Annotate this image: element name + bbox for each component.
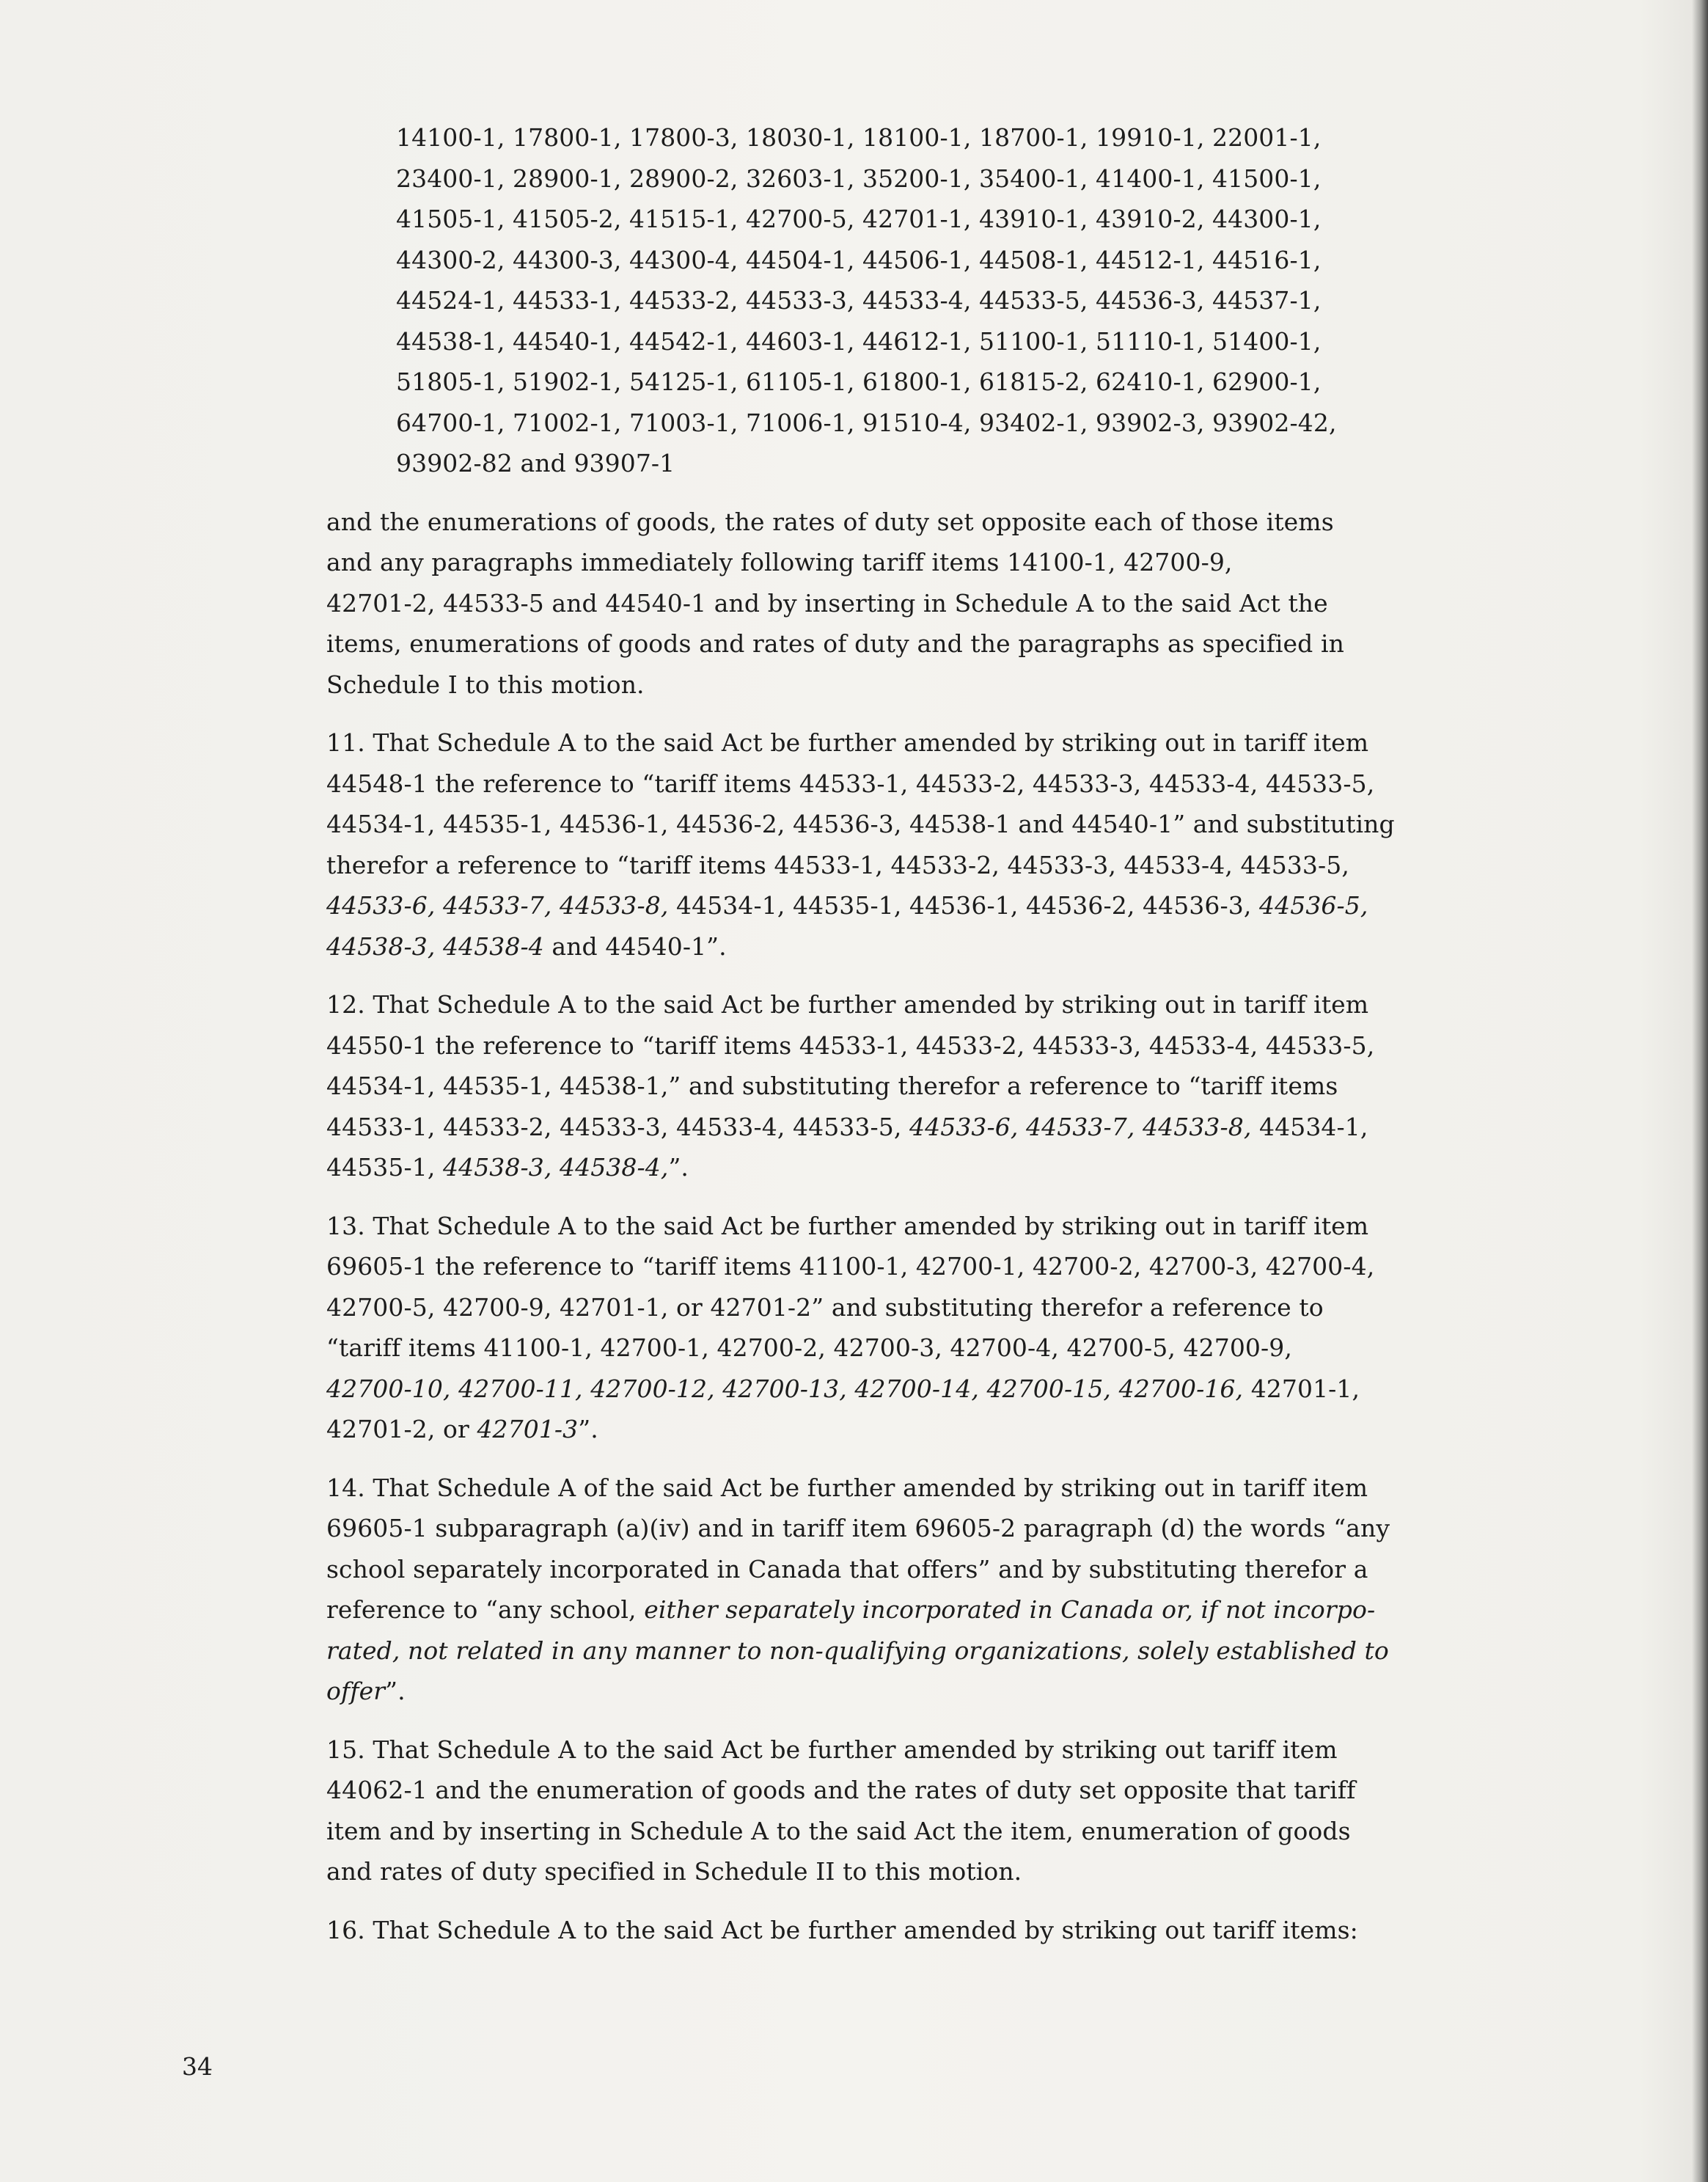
motion-paragraph <box>326 1468 1500 1712</box>
text-run: 69605-1 subparagraph (a)(iv) and in tariff item 69605-2 paragraph (d) the words “any <box>326 1514 1390 1542</box>
tariff-list-line: 44524-1, 44533-1, 44533-2, 44533-3, 44533-4, 44533-5, 44536-3, 44537-1, <box>396 286 1322 315</box>
paragraph-line <box>326 1589 1500 1630</box>
paragraph-line <box>326 1025 1500 1066</box>
paragraph-line <box>326 1770 1500 1811</box>
paragraph-line <box>326 1328 1500 1369</box>
text-run: 44062-1 and the enumeration of goods and the rates of duty set opposite that tariff <box>326 1776 1356 1804</box>
paragraph-line <box>326 1468 1500 1509</box>
paragraph-line <box>326 1206 1500 1247</box>
italic-text: 42700-10, 42700-11, 42700-12, 42700-13, 42700-14, 42700-15, 42700-16, <box>326 1374 1244 1403</box>
text-run: and the enumerations of goods, the rates of duty set opposite each of those items <box>326 507 1334 536</box>
tariff-list-line: 41505-1, 41505-2, 41515-1, 42700-5, 42701-1, 43910-1, 43910-2, 44300-1, <box>396 205 1322 233</box>
text-run: 12. That Schedule A to the said Act be further amended by striking out in tariff item <box>326 990 1369 1019</box>
italic-text: 44536-5, <box>1259 891 1368 920</box>
italic-text: 44533-6, 44533-7, 44533-8, <box>909 1112 1252 1141</box>
paragraph-line <box>326 1549 1500 1590</box>
italic-text: offer <box>326 1677 386 1705</box>
paragraph-line <box>326 1910 1500 1951</box>
motion-paragraph <box>326 1910 1500 1951</box>
text-run: Schedule I to this motion. <box>326 670 645 699</box>
text-run: 44535-1, <box>326 1153 444 1182</box>
motion-paragraph <box>326 502 1500 706</box>
paragraph-line <box>326 926 1500 967</box>
page-number: 34 <box>182 2052 213 2081</box>
paragraph-line <box>326 623 1500 665</box>
text-run: 44534-1, 44535-1, 44538-1,” and substituting therefor a reference to “tariff items <box>326 1072 1338 1100</box>
italic-text: 44538-3, 44538-4, <box>443 1153 669 1182</box>
text-run: 44534-1, 44535-1, 44536-1, 44536-2, 44536-3, 44538-1 and 44540-1” and substituting <box>326 810 1395 838</box>
motion-paragraph <box>326 722 1500 967</box>
motion-paragraphs <box>326 502 1500 1951</box>
text-run: 14. That Schedule A of the said Act be further amended by striking out in tariff item <box>326 1473 1368 1502</box>
paragraph-line <box>326 665 1500 706</box>
text-run: 42700-5, 42700-9, 42701-1, or 42701-2” and substituting therefor a reference to <box>326 1292 1324 1322</box>
text-run: 11. That Schedule A to the said Act be further amended by striking out in tariff item <box>326 728 1369 757</box>
paragraph-line <box>326 502 1500 543</box>
tariff-list-line: 14100-1, 17800-1, 17800-3, 18030-1, 18100-1, 18700-1, 19910-1, 22001-1, <box>396 123 1322 152</box>
paragraph-line <box>326 845 1500 886</box>
paragraph-line <box>326 1246 1500 1287</box>
tariff-list-line: 23400-1, 28900-1, 28900-2, 32603-1, 35200-1, 35400-1, 41400-1, 41500-1, <box>396 164 1322 193</box>
text-run: 69605-1 the reference to “tariff items 41100-1, 42700-1, 42700-2, 42700-3, 42700-4, <box>326 1252 1375 1281</box>
text-run: item and by inserting in Schedule A to the said Act the item, enumeration of goods <box>326 1816 1351 1845</box>
tariff-list-line: 51805-1, 51902-1, 54125-1, 61105-1, 61800-1, 61815-2, 62410-1, 62900-1, <box>396 367 1322 396</box>
text-run: 15. That Schedule A to the said Act be further amended by striking out tariff item <box>326 1735 1338 1764</box>
paragraph-line <box>326 722 1500 764</box>
text-run: “tariff items 41100-1, 42700-1, 42700-2, 42700-3, 42700-4, 42700-5, 42700-9, <box>326 1333 1292 1362</box>
tariff-list-line: 93902-82 and 93907-1 <box>396 449 675 477</box>
paragraph-line <box>326 764 1500 805</box>
paragraph-line <box>326 1107 1500 1148</box>
tariff-list-line: 64700-1, 71002-1, 71003-1, 71006-1, 91510-4, 93402-1, 93902-3, 93902-42, <box>396 408 1337 437</box>
paragraph-line <box>326 1851 1500 1892</box>
paragraph-line <box>326 1729 1500 1771</box>
text-run: and rates of duty specified in Schedule II to this motion. <box>326 1857 1022 1886</box>
paragraph-line <box>326 984 1500 1025</box>
italic-text: 44533-6, 44533-7, 44533-8, <box>326 891 669 920</box>
text-run: 44548-1 the reference to “tariff items 44533-1, 44533-2, 44533-3, 44533-4, 44533-5, <box>326 769 1375 798</box>
text-run: ”. <box>385 1677 406 1705</box>
paragraph-line <box>326 1508 1500 1549</box>
page-content <box>326 117 1500 1950</box>
text-run: 16. That Schedule A to the said Act be further amended by striking out tariff items: <box>326 1915 1358 1944</box>
text-run: therefor a reference to “tariff items 44533-1, 44533-2, 44533-3, 44533-4, 44533-5, <box>326 850 1349 879</box>
paragraph-line <box>326 583 1500 624</box>
text-run: school separately incorporated in Canada that offers” and by substituting therefor a <box>326 1554 1368 1584</box>
tariff-list-line: 44538-1, 44540-1, 44542-1, 44603-1, 44612-1, 51100-1, 51110-1, 51400-1, <box>396 326 1322 356</box>
motion-paragraph <box>326 984 1500 1188</box>
text-run: 42701-1, <box>1243 1374 1360 1403</box>
italic-text: 44538-3, 44538-4 <box>326 931 544 961</box>
page-edge-shadow <box>1692 0 1708 2182</box>
text-run: ”. <box>668 1153 689 1182</box>
italic-text: either separately incorporated in Canada or, if not incorpo- <box>644 1595 1376 1624</box>
tariff-item-list <box>326 117 1500 484</box>
paragraph-line <box>326 1671 1500 1712</box>
text-run: items, enumerations of goods and rates of duty and the paragraphs as specified in <box>326 629 1344 658</box>
text-run: 44550-1 the reference to “tariff items 44533-1, 44533-2, 44533-3, 44533-4, 44533-5, <box>326 1030 1375 1060</box>
text-run: and any paragraphs immediately following tariff items 14100-1, 42700-9, <box>326 548 1233 576</box>
text-run: reference to “any school, <box>326 1595 645 1624</box>
italic-text: rated, not related in any manner to non-qualifying organizations, solely established to <box>326 1636 1389 1665</box>
paragraph-line <box>326 885 1500 926</box>
paragraph-line <box>326 1147 1500 1188</box>
motion-paragraph <box>326 1729 1500 1892</box>
paragraph-line <box>326 804 1500 845</box>
text-run: 42701-2, or <box>326 1415 477 1443</box>
text-run: ”. <box>578 1415 598 1443</box>
paragraph-line <box>326 1066 1500 1107</box>
text-run: 44533-1, 44533-2, 44533-3, 44533-4, 44533-5, <box>326 1112 910 1141</box>
text-run: 44534-1, 44535-1, 44536-1, 44536-2, 44536-3, <box>668 891 1260 920</box>
paragraph-line <box>326 1369 1500 1410</box>
text-run: 42701-2, 44533-5 and 44540-1 and by inserting in Schedule A to the said Act the <box>326 588 1328 618</box>
motion-paragraph <box>326 1206 1500 1450</box>
paragraph-line <box>326 1287 1500 1328</box>
tariff-list-line: 44300-2, 44300-3, 44300-4, 44504-1, 44506-1, 44508-1, 44512-1, 44516-1, <box>396 245 1322 274</box>
paragraph-line <box>326 1811 1500 1852</box>
italic-text: 42701-3 <box>477 1415 579 1443</box>
paragraph-line <box>326 542 1500 583</box>
paragraph-line <box>326 1630 1500 1672</box>
text-run: 13. That Schedule A to the said Act be further amended by striking out in tariff item <box>326 1211 1369 1240</box>
text-run: and 44540-1”. <box>543 931 727 961</box>
paragraph-line <box>326 1409 1500 1450</box>
text-run: 44534-1, <box>1251 1112 1368 1141</box>
